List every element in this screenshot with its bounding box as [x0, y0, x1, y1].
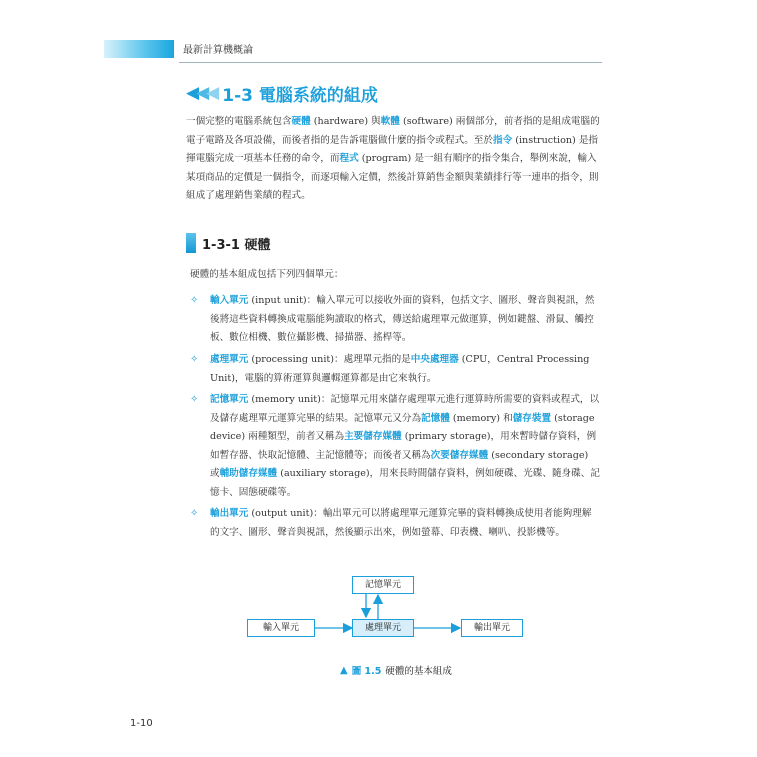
term-software: 軟體 [380, 116, 400, 127]
intro-paragraph: 一個完整的電腦系統包含硬體 (hardware) 與軟體 (software) 兩個部分，前者指的是組成電腦的電子電路及各項設備，而後者指的是告訴電腦做什麼的指令或程式。至於指令 (instruction) 是指揮電腦完成一項基本任務的命令，而程式 (program) 是一組有順序的指令集合，舉例來說，輸入某項商品的定價是一個指令，而逐項輸入定價，然後計算銷售金額與業績排行等一連串的指令，則組成了處理銷售業績的程式。 [186, 116, 600, 201]
term-hardware: 硬體 [291, 116, 311, 127]
lead-sentence: 硬體的基本組成包括下列四個單元： [190, 269, 344, 280]
diamond-bullet-icon: ✧ [190, 295, 199, 306]
figure-number: 圖 1.5 [351, 666, 382, 677]
page-number: 1-10 [130, 718, 153, 729]
diamond-bullet-icon: ✧ [190, 508, 199, 519]
triangle-up-icon: ▲ [340, 664, 348, 676]
section-title: 1-3 電腦系統的組成 [222, 85, 378, 106]
list-item-memory-unit: ✧ 記憶單元 (memory unit)：記憶單元用來儲存處理單元進行運算時所需要的資料或程式，以及儲存處理單元運算完畢的結果。記憶單元又分為記憶體 (memory) 和儲存裝置 (storage device) 兩種類型，前者又稱為主要儲存媒體 (primary storage)，用來暫時儲存資料，例如暫存器、快取記憶體、主記憶體等；而後者又稱為次要儲存媒體 (secondary storage) 或輔助儲存媒體 (auxiliary storage)，用來長時間儲存資料，例如硬碟、光碟、隨身碟、記憶卡、固態硬碟等。 [190, 391, 600, 502]
running-header-book-title: 最新計算機概論 [183, 45, 253, 56]
subsection-title: 1-3-1 硬體 [202, 237, 271, 253]
term-program: 程式 [339, 153, 359, 164]
list-item-output-unit: ✧ 輸出單元 (output unit)：輸出單元可以將處理單元運算完畢的資料轉換成使用者能夠理解的文字、圖形、聲音與視訊，然後顯示出來，例如螢幕、印表機、喇叭、投影機等。 [190, 505, 600, 542]
triple-arrow-icon: ◀ ◀ ◀ [186, 82, 220, 103]
output-unit-box: 輸出單元 [461, 619, 523, 637]
memory-unit-box: 記憶單元 [352, 576, 414, 594]
term-instruction: 指令 [493, 134, 513, 146]
input-unit-box: 輸入單元 [247, 619, 315, 637]
diamond-bullet-icon: ✧ [190, 394, 199, 405]
processing-unit-box: 處理單元 [352, 619, 414, 637]
list-item-input-unit: ✧ 輸入單元 (input unit)：輸入單元可以接收外面的資料，包括文字、圖形、聲音與視訊，然後將這些資料轉換成電腦能夠讀取的格式，傳送給處理單元做運算，例如鍵盤、滑鼠、觸控板、數位相機、數位攝影機、掃描器、搖桿等。 [190, 292, 600, 348]
diamond-bullet-icon: ✧ [190, 354, 199, 365]
list-item-processing-unit: ✧ 處理單元 (processing unit)：處理單元指的是中央處理器 (CPU，Central Processing Unit)，電腦的算術運算與邏輯運算都是由它來執行。 [190, 351, 600, 388]
figure-caption [340, 663, 452, 677]
figure-caption-text: 硬體的基本組成 [385, 666, 452, 677]
